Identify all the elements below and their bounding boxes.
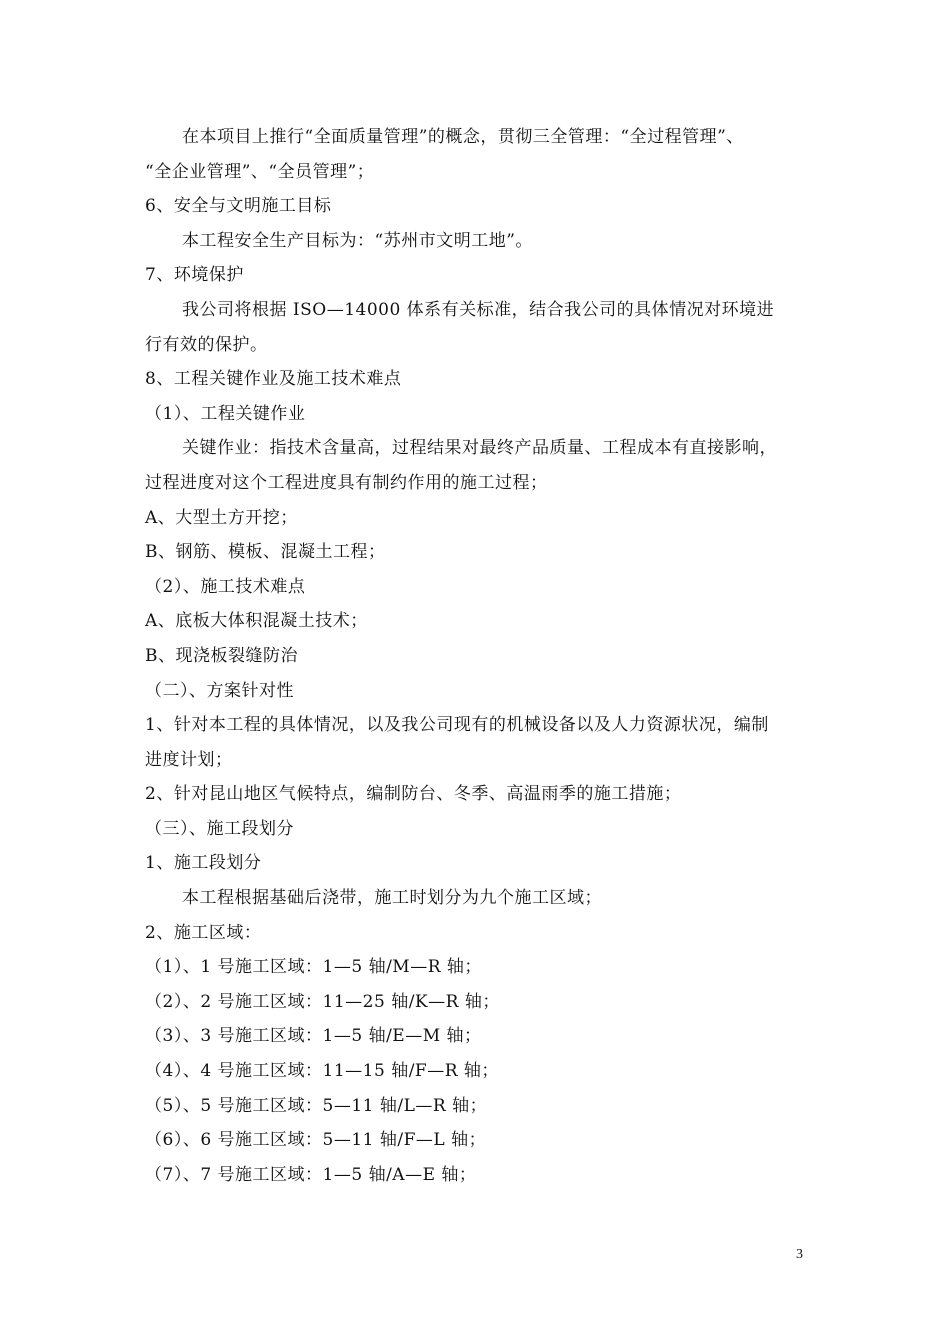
text-line: 2、施工区域： (145, 922, 262, 943)
text-line: （6）、6 号施工区域：5—11 轴/F—L 轴； (145, 1130, 487, 1151)
text-line: （1）、工程关键作业 (145, 403, 306, 424)
text-line: B、钢筋、模板、混凝土工程； (145, 542, 386, 563)
text-line: （1）、1 号施工区域：1—5 轴/M—R 轴； (145, 957, 482, 978)
text-line: 本工程根据基础后浇带，施工时划分为九个施工区域； (182, 888, 602, 909)
text-line: 7、环境保护 (145, 265, 244, 286)
text-line: （2）、施工技术难点 (145, 576, 306, 597)
text-line: 过程进度对这个工程进度具有制约作用的施工过程； (145, 472, 548, 493)
document-body (145, 120, 825, 1192)
text-line: 在本项目上推行“全面质量管理”的概念，贯彻三全管理：“全过程管理”、 (182, 127, 744, 147)
text-line: （三）、施工段划分 (145, 818, 294, 839)
text-line: （2）、2 号施工区域：11—25 轴/K—R 轴； (145, 991, 500, 1012)
text-line: 关键作业：指技术含量高，过程结果对最终产品质量、工程成本有直接影响， (182, 438, 777, 459)
text-line: （3）、3 号施工区域：1—5 轴/E—M 轴； (145, 1026, 482, 1047)
text-line: 1、针对本工程的具体情况，以及我公司现有的机械设备以及人力资源状况，编制 (145, 715, 769, 736)
text-line: 我公司将根据 ISO—14000 体系有关标准，结合我公司的具体情况对环境进 (182, 299, 775, 320)
text-line: （4）、4 号施工区域：11—15 轴/F—R 轴； (145, 1061, 499, 1082)
text-line: 2、针对昆山地区气候特点，编制防台、冬季、高温雨季的施工措施； (145, 784, 682, 805)
text-line: 本工程安全生产目标为：“苏州市文明工地”。 (182, 230, 533, 251)
text-line: B、现浇板裂缝防治 (145, 645, 298, 666)
text-line: “全企业管理”、“全员管理”； (145, 161, 375, 182)
text-line: 进度计划； (145, 749, 233, 770)
text-line: （二）、方案针对性 (145, 680, 294, 701)
text-line: 1、施工段划分 (145, 853, 262, 874)
text-line: 行有效的保护。 (145, 334, 268, 355)
text-line: （7）、7 号施工区域：1—5 轴/A—E 轴； (145, 1164, 477, 1185)
text-line: 6、安全与文明施工目标 (145, 196, 332, 217)
text-line: （5）、5 号施工区域：5—11 轴/L—R 轴； (145, 1095, 488, 1116)
text-line: A、大型土方开挖； (145, 507, 298, 528)
page-number: 3 (796, 1247, 803, 1262)
text-line: 8、工程关键作业及施工技术难点 (145, 369, 402, 390)
text-line: A、底板大体积混凝土技术； (145, 611, 368, 632)
